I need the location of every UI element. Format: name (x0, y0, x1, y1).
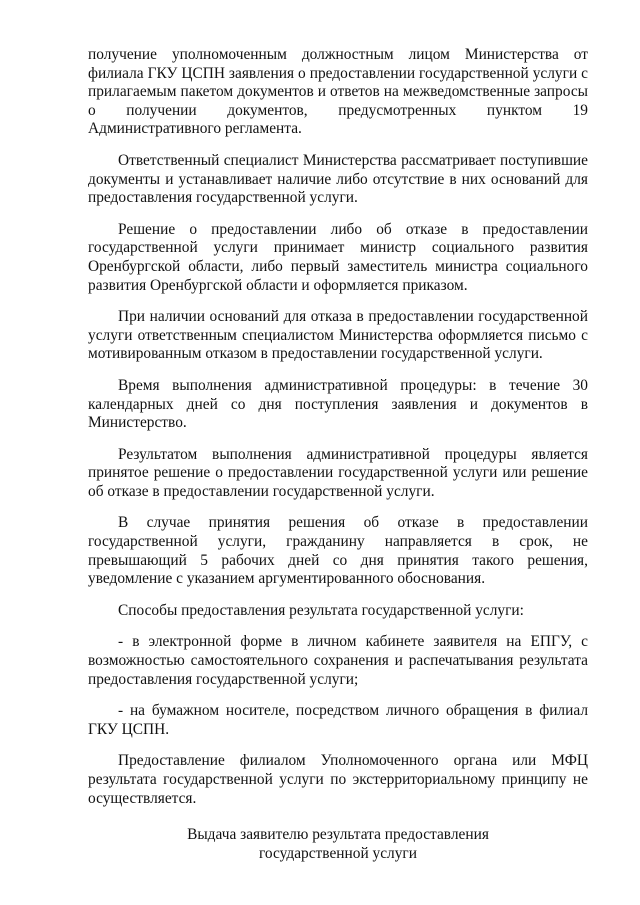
section-heading-line-2: государственной услуги (259, 844, 417, 862)
paragraph-8: Способы предоставления результата государственной услуги: (118, 601, 524, 619)
paragraph-5: Время выполнения административной процедуры: в течение 30 календарных дней со дня поступления заявления и документов в Министерство. (88, 376, 588, 432)
section-heading-line-1: Выдача заявителю результата предоставления (187, 826, 489, 844)
paragraph-1: получение уполномоченным должностным лицом Министерства от филиала ГКУ ЦСПН заявления о предоставлении государственной услуги с прилагаемым пакетом документов и ответов на межведомственные запросы о получении документов, предусмотренных пунктом 19 Административного регламента. (88, 46, 588, 138)
document-body (88, 46, 588, 863)
paragraph-6: Результатом выполнения административной процедуры является принятое решение о предоставлении государственной услуги или решение об отказе в предоставлении государственной услуги. (88, 445, 588, 500)
paragraph-10: - на бумажном носителе, посредством личного обращения в филиал ГКУ ЦСПН. (88, 702, 588, 738)
paragraph-11: Предоставление филиалом Уполномоченного органа или МФЦ результата государственной услуги по экстерриториальному принципу не осуществляется. (88, 752, 588, 807)
paragraph-2: Ответственный специалист Министерства рассматривает поступившие документы и устанавливает наличие либо отсутствие в них оснований для предоставления государственной услуги. (88, 151, 588, 207)
paragraph-7: В случае принятия решения об отказе в предоставлении государственной услуги, гражданину направляется в срок, не превышающий 5 рабочих дней со дня принятия такого решения, уведомление с указанием аргументированного обоснования. (88, 514, 588, 588)
paragraph-4: При наличии оснований для отказа в предоставлении государственной услуги ответственным специалистом Министерства оформляется письмо с мотивированным отказом в предоставлении государственной услуги. (88, 308, 588, 363)
paragraph-3: Решение о предоставлении либо об отказе в предоставлении государственной услуги принимает министр социального развития Оренбургской области, либо первый заместитель министра социального развития Оренбургской области и оформляется приказом. (88, 220, 588, 294)
paragraph-9: - в электронной форме в личном кабинете заявителя на ЕПГУ, с возможностью самостоятельного сохранения и распечатывания результата предоставления государственной услуги; (88, 633, 588, 688)
section-heading (88, 826, 588, 863)
